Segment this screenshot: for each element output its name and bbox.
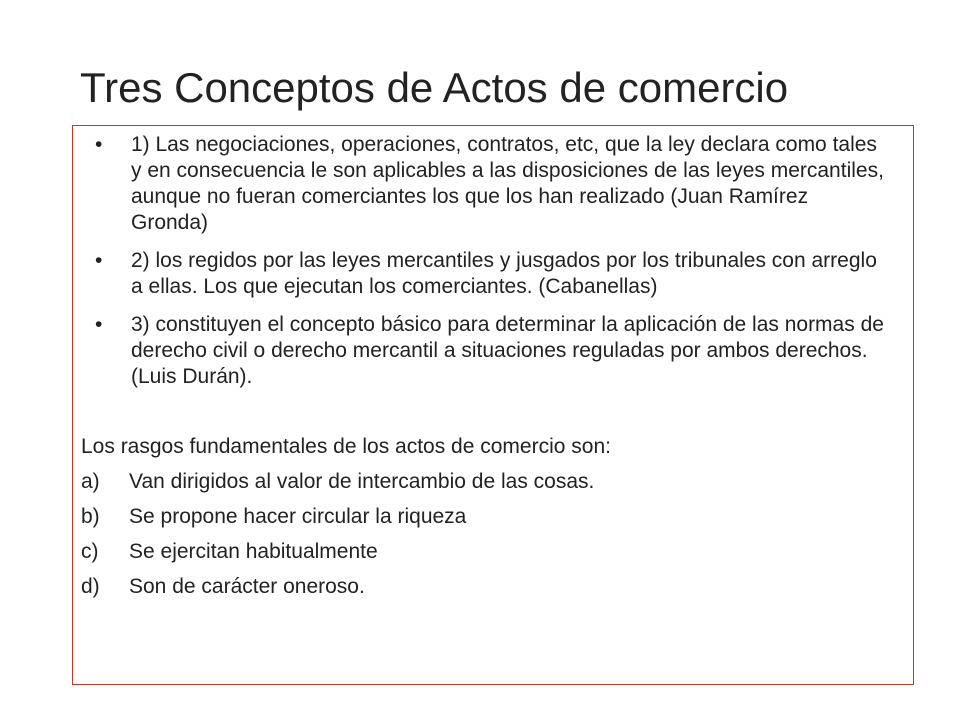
bullet-text: 1) Las negociaciones, operaciones, contratos, etc, que la ley declara como tales y en consecuencia le son aplicables a las disposiciones de las leyes mercantiles, aunque no fueran comerciantes los que los han realizado (Juan Ramírez Gronda): [131, 133, 884, 234]
list-marker: c): [81, 540, 99, 563]
list-item: [73, 312, 915, 390]
list-marker: a): [81, 470, 100, 493]
list-marker: d): [81, 575, 100, 598]
bullet-icon: •: [95, 249, 103, 272]
concept-list: [73, 132, 915, 402]
list-item: [73, 248, 915, 300]
list-item-text: Van dirigidos al valor de intercambio de las cosas.: [129, 470, 595, 493]
content-box: [72, 125, 914, 685]
bullet-text: 3) constituyen el concepto básico para determinar la aplicación de las normas de derecho civil o derecho mercantil a situaciones reguladas por ambos derechos.(Luis Durán).: [131, 313, 884, 388]
list-item-text: Son de carácter oneroso.: [129, 575, 365, 598]
bullet-text: 2) los regidos por las leyes mercantiles y jusgados por los tribunales con arreglo a ellas. Los que ejecutan los comerciantes. (Cabanellas): [131, 249, 877, 298]
bullet-icon: •: [95, 313, 103, 336]
slide-title: Tres Conceptos de Actos de comercio: [80, 64, 789, 111]
traits-intro: Los rasgos fundamentales de los actos de comercio son:: [81, 435, 611, 458]
list-item-text: Se propone hacer circular la riqueza: [129, 505, 467, 528]
bullet-icon: •: [95, 133, 103, 156]
list-item-text: Se ejercitan habitualmente: [129, 540, 378, 563]
list-marker: b): [81, 505, 100, 528]
list-item: [73, 132, 915, 236]
